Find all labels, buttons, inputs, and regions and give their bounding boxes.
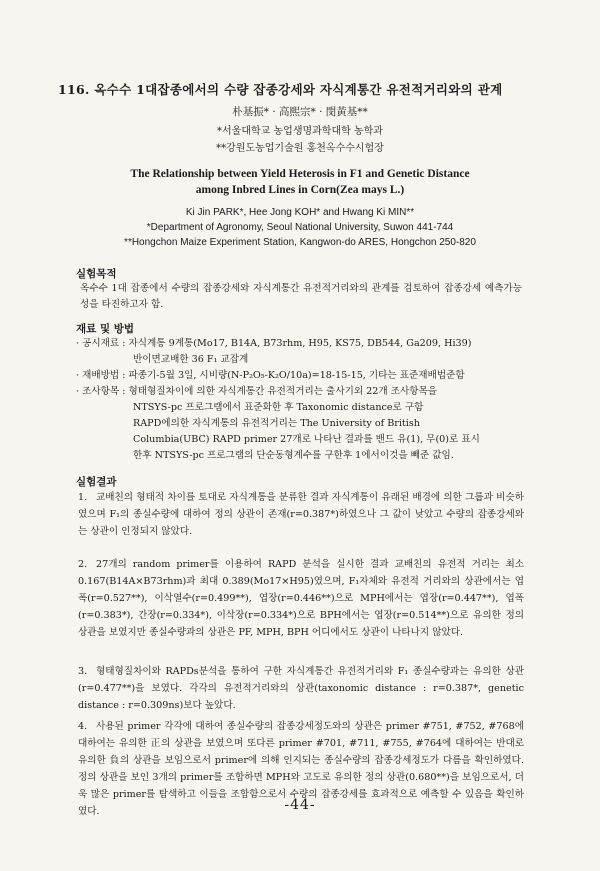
results-heading: 실험결과 [76,476,117,488]
materials-line: RAPD에의한 자식계통의 유전적거리는 The University of British [133,418,420,429]
objective-heading: 실험목적 [76,268,117,280]
materials-line: NTSYS-pc 프로그램에서 표준화한 후 Taxonomic distance로 구함 [133,402,424,413]
result-text: 27개의 random primer를 이용하여 RAPD 분석을 실시한 결과 교배친의 유전적 거리는 최소 0.167(B14A×B73rhm)과 최대 0.389(Mo17×H95)였으며, F₁자체와 유전적 거리와의 상관에서는 엽폭(r=0.527**), 이삭열수(r=0.499**), 엽장(r=0.446**)으로 MPH에서는 엽장(r=0.447**), 엽폭(r=0.383*), 간장(r=0.334*), 이삭장(r=0.334*)으로 BPH에서는 엽장(r=0.514**)으로 유의한 정의 상관을 보였지만 종실수량과의 상관은 PF, MPH, BPH 어디에서도 상관이 나타나지 않았다. [78,559,524,638]
result-text: 형태형질차이와 RAPDs분석을 통하여 구한 자식계통간 유전적거리와 F₁ 종실수량과는 유의한 상관(r=0.477**)을 보였다. 각각의 유전적거리와의 상관(taxonomic distance : r=0.387*, genetic distance : r=0.309ns)보다 높았다. [78,666,524,711]
result-item-2 [78,556,524,641]
page-number: -44- [284,797,316,813]
result-number: 2. [78,559,88,570]
materials-heading: 재료 및 방법 [76,323,135,335]
result-number: 4. [78,721,88,732]
materials-line: · 조사항목 : 형태형질차이에 의한 자식계통간 유전적거리는 출사기외 22개 조사항목을 [76,386,438,397]
affiliation-korean-2: **강원도농업기술원 홍천옥수수시험장 [216,143,384,154]
result-number: 3. [78,666,88,677]
affiliation-korean-1: *서울대학교 농업생명과학대학 농학과 [217,126,383,137]
result-text: 교배친의 형태적 차이를 토대로 자식계통을 분류한 결과 자식계통이 유래된 배경에 의한 그룹과 비슷하였으며 F₁의 종실수량에 대하여 정의 상관이 존재(r=0.387*)하였으나 그 값이 낮았고 수량의 잡종강세와는 상관이 인정되지 않았다. [78,492,524,537]
materials-line: 한후 NTSYS-pc 프로그램의 단순동형계수를 구한후 1에서이것을 빼준 값임. [133,450,454,461]
english-title-line-1: The Relationship between Yield Heterosis in F1 and Genetic Distance [130,168,470,180]
english-title-line-2: among Inbred Lines in Corn(Zea mays L.) [195,184,405,196]
paper-title: 116. 옥수수 1대잡종에서의 수량 잡종강세와 자식계통간 유전적거리와의 관계 [58,82,503,97]
materials-line: · 재배방법 : 파종기-5월 3일, 시비량(N-P₂O₅-K₂O/10a)=18-15-15, 기타는 표준재배법준함 [76,370,465,381]
affiliation-english-2: **Hongchon Maize Experiment Station, Kangwon-do ARES, Hongchon 250-820 [124,237,476,248]
result-item-1 [78,489,524,540]
materials-line: · 공시재료 : 자식계통 9계통(Mo17, B14A, B73rhm, H95, KS75, DB544, Ga209, Hi39) [76,338,472,349]
affiliation-english-1: *Department of Agronomy, Seoul National University, Suwon 441-744 [146,222,454,233]
objective-text: 옥수수 1대 잡종에서 수량의 잡종강세와 자식계통간 유전적거리와의 관계를 검토하여 잡종강세 예측가능성을 타진하고자 함. [80,283,522,310]
result-text: 사용된 primer 각각에 대하여 종실수량의 잡종강세정도와의 상관은 primer #751, #752, #768에 대하여는 유의한 正의 상관을 보였으며 또다른 primer #701, #711, #755, #764에 대하여는 반대로 유의한 負의 상관을 보임으로서 primer에 의해 인지되는 종실수량의 잡종강세정도가 다름을 확인하였다. 정의 상관을 보인 3개의 primer를 조합하면 MPH와 고도로 유의한 정의 상관(0.680**)을 보임으로서, 더욱 많은 primer를 탐색하고 이들을 조합함으로서 수량의 잡종강세를 효과적으로 예측할 수 있음을 확인하였다. [78,721,524,817]
authors-english: Ki Jin PARK*, Hee Jong KOH* and Hwang Ki MIN** [185,207,415,218]
authors-korean: 朴基振* · 高熙宗* · 閔黃基** [232,106,368,118]
result-number: 1. [78,492,88,503]
result-item-3 [78,663,524,714]
materials-line: Columbia(UBC) RAPD primer 27개로 나타난 결과를 밴드 유(1), 무(0)로 표시 [133,434,480,445]
materials-line: 반이면교배한 36 F₁ 교잡계 [133,354,249,365]
